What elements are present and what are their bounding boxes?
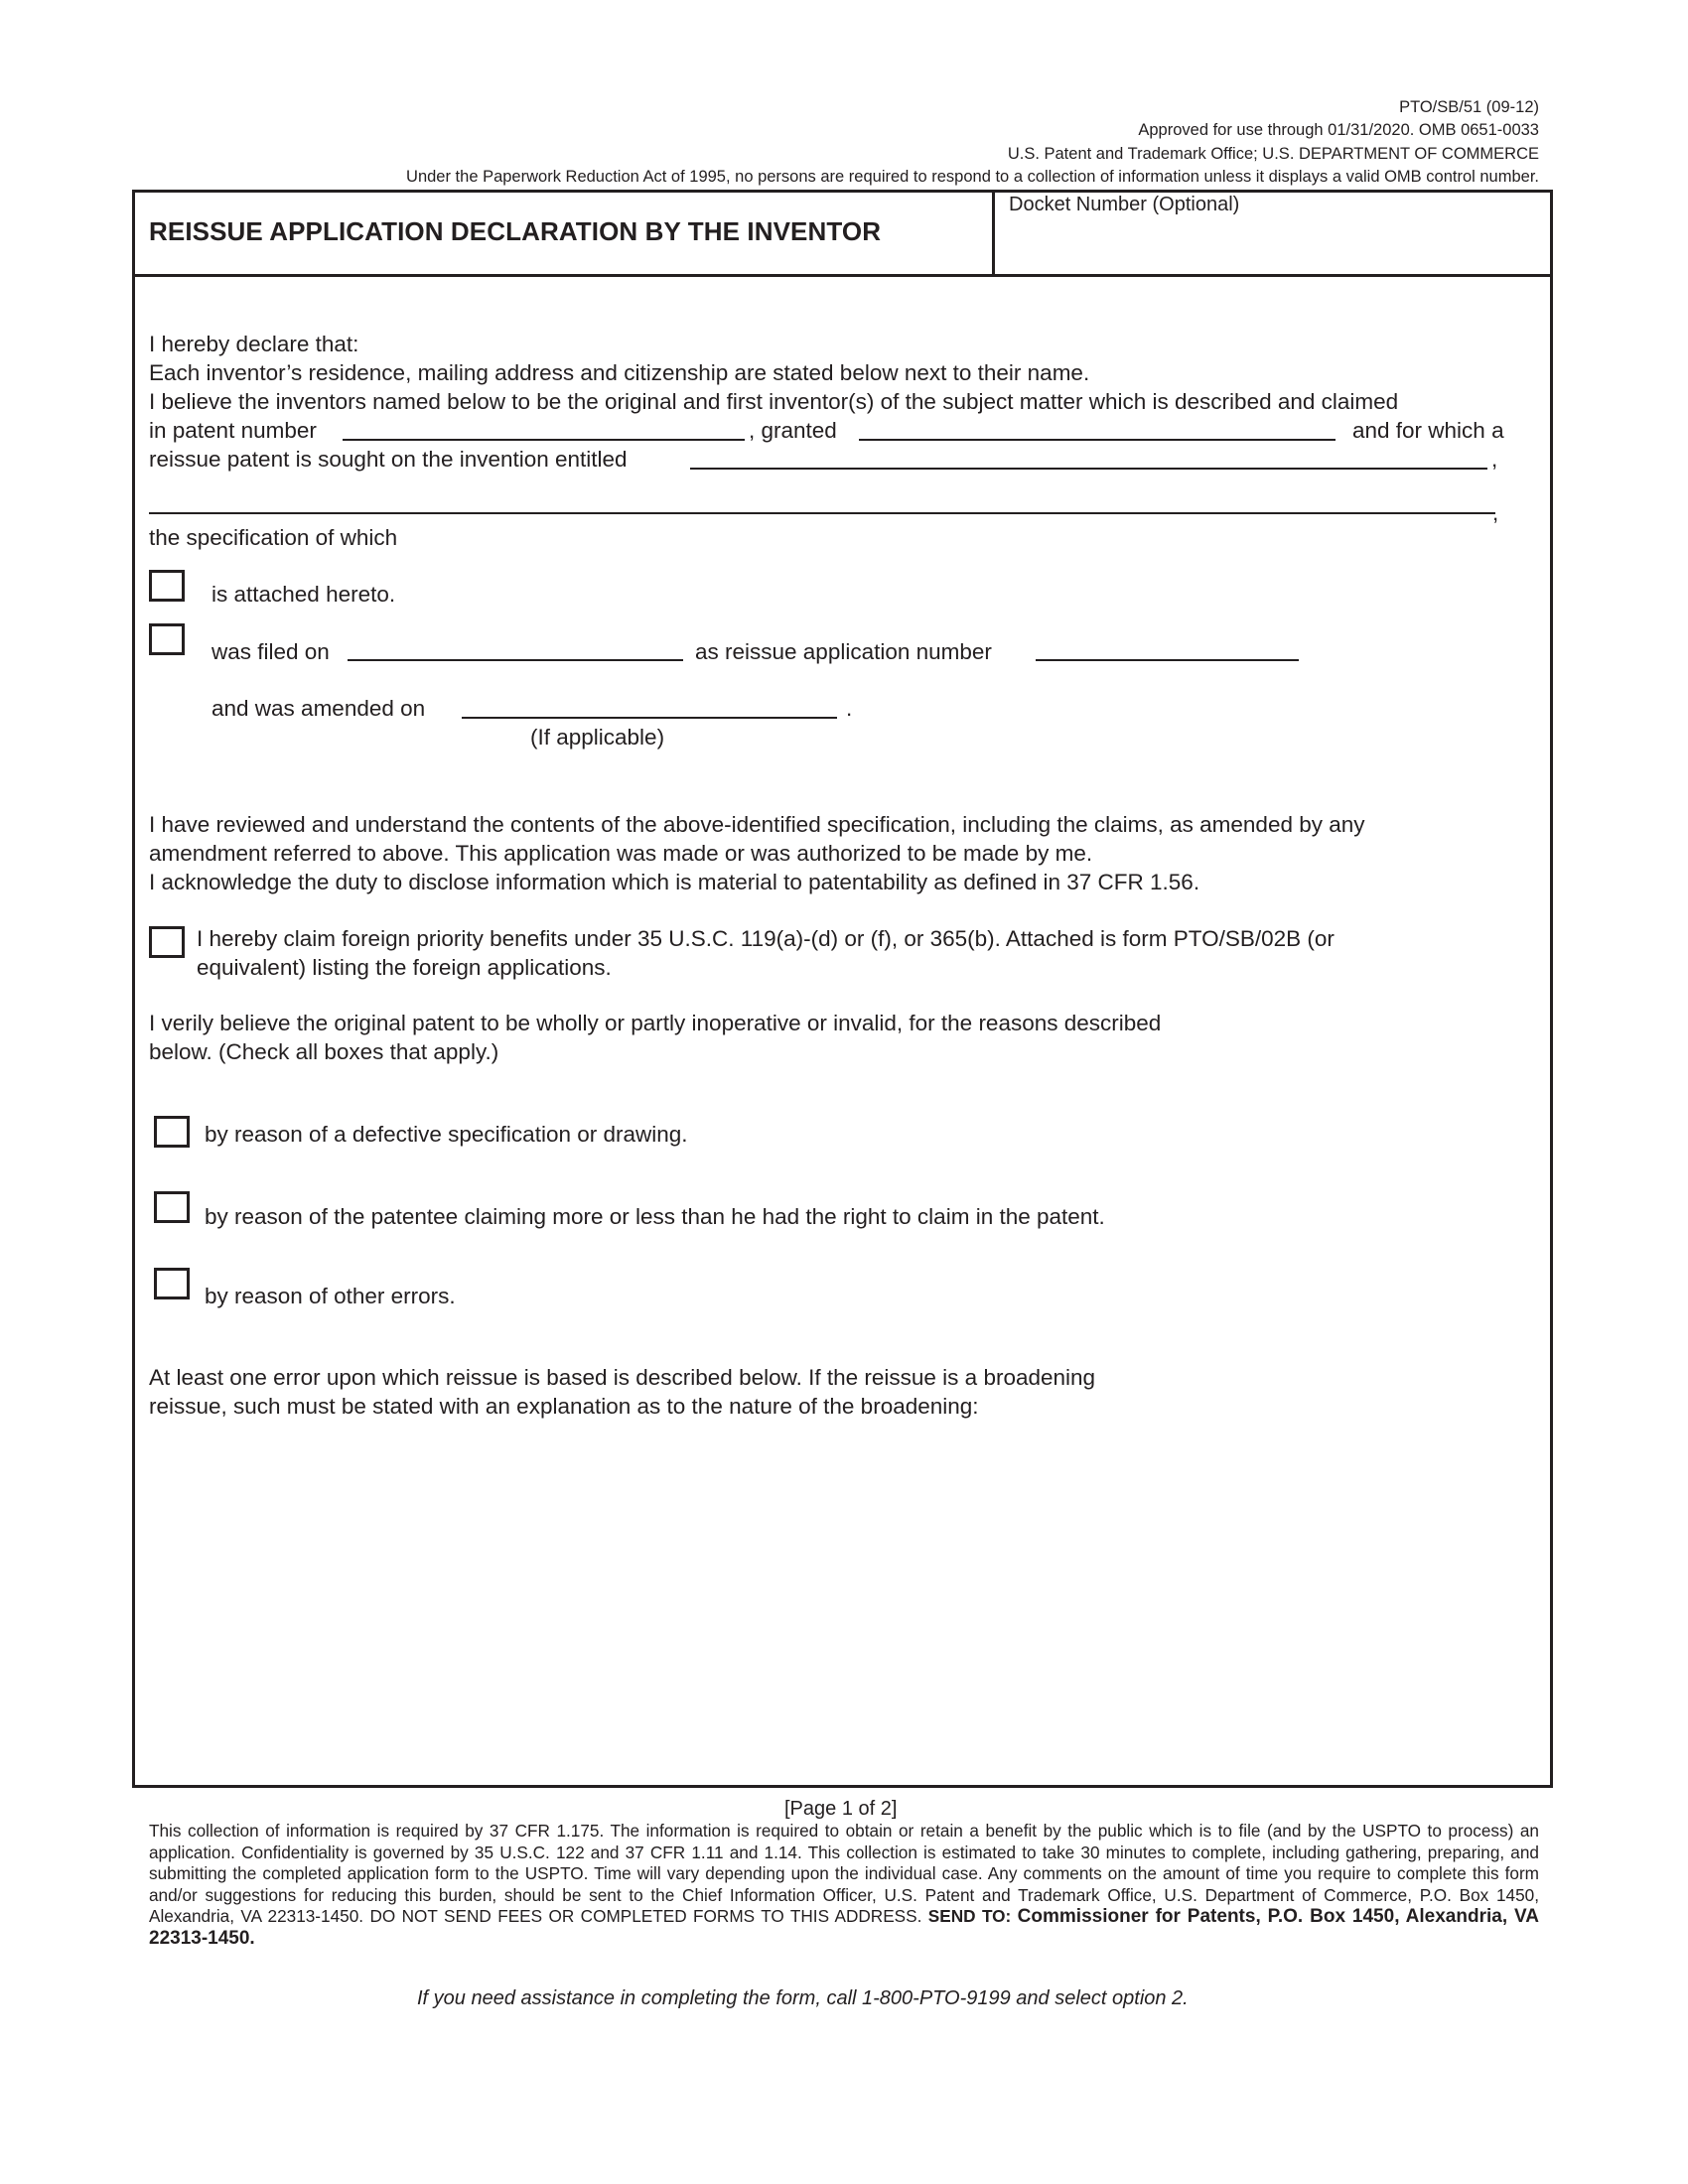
attached-hereto-checkbox[interactable]	[149, 570, 185, 602]
foreign-priority-label-1: I hereby claim foreign priority benefits under 35 U.S.C. 119(a)-(d) or (f), or 365(b). Attached is form PTO/SB/02B (or	[197, 926, 1335, 951]
approval-notice: Approved for use through 01/31/2020. OMB 0651-0033	[1138, 121, 1539, 139]
belief-statement-2: below. (Check all boxes that apply.)	[149, 1039, 499, 1064]
patent-number-label: in patent number	[149, 418, 317, 443]
reissue-number-input[interactable]	[1036, 635, 1299, 659]
docket-number-label: Docket Number (Optional)	[1009, 194, 1240, 215]
reissue-sought-label: reissue patent is sought on the invention entitled	[149, 447, 628, 472]
form-title: REISSUE APPLICATION DECLARATION BY THE INVENTOR	[149, 216, 882, 246]
declaration-belief: I believe the inventors named below to be the original and first inventor(s) of the subject matter which is described and claimed	[149, 389, 1399, 414]
was-filed-checkbox[interactable]	[149, 623, 185, 655]
declaration-intro: I hereby declare that:	[149, 332, 359, 356]
invention-title-input-1[interactable]	[690, 444, 1487, 468]
granted-label: , granted	[749, 418, 837, 443]
review-statement-1: I have reviewed and understand the contents of the above-identified specification, including the claims, as amended by any	[149, 812, 1365, 837]
page-indicator: [Page 1 of 2]	[784, 1798, 898, 1820]
burden-statement	[149, 1821, 1539, 1949]
invention-title-input-2[interactable]	[149, 488, 1495, 512]
amended-date-input[interactable]	[462, 693, 837, 717]
granted-date-input[interactable]	[859, 415, 1336, 439]
specification-label: the specification of which	[149, 525, 398, 550]
invention-title-line-1	[690, 468, 1487, 470]
patent-number-input[interactable]	[343, 415, 745, 439]
declaration-residence: Each inventor’s residence, mailing address and citizenship are stated below next to their name.	[149, 360, 1090, 385]
send-to-label: SEND TO:	[927, 1906, 1012, 1926]
send-to-address: Commissioner for Patents, P.O. Box 1450, Alexandria, VA 22313-1450.	[149, 1906, 1540, 1949]
other-errors-label: by reason of other errors.	[205, 1284, 456, 1308]
paperwork-notice: Under the Paperwork Reduction Act of 1995, no persons are required to respond to a collection of information unless it displays a valid OMB control number.	[406, 168, 1539, 186]
amended-date-line	[462, 717, 837, 719]
claiming-more-less-checkbox[interactable]	[154, 1191, 190, 1223]
title-divider-horizontal	[132, 274, 1553, 277]
granted-line	[859, 439, 1336, 441]
error-statement-2: reissue, such must be stated with an explanation as to the nature of the broadening:	[149, 1394, 979, 1419]
comma-1: ,	[1491, 447, 1498, 472]
invention-title-line-2	[149, 512, 1495, 514]
reissue-number-line	[1036, 659, 1299, 661]
defective-spec-label: by reason of a defective specification or drawing.	[205, 1122, 688, 1147]
amended-on-label: and was amended on	[211, 696, 426, 721]
error-statement-1: At least one error upon which reissue is based is described below. If the reissue is a broadening	[149, 1365, 1096, 1390]
docket-number-input[interactable]	[1003, 230, 1539, 266]
claiming-more-less-label: by reason of the patentee claiming more or less than he had the right to claim in the patent.	[205, 1204, 1105, 1229]
other-errors-checkbox[interactable]	[154, 1268, 190, 1299]
if-applicable-note: (If applicable)	[530, 725, 665, 750]
defective-spec-checkbox[interactable]	[154, 1116, 190, 1148]
address-prefix: ADDRESS.	[834, 1906, 922, 1926]
foreign-priority-checkbox[interactable]	[149, 926, 185, 958]
agency-name: U.S. Patent and Trademark Office; U.S. DEPARTMENT OF COMMERCE	[1007, 145, 1539, 163]
form-id: PTO/SB/51 (09-12)	[1399, 98, 1539, 116]
comma-2: ,	[1492, 500, 1499, 525]
filed-date-input[interactable]	[348, 635, 683, 659]
filed-date-line	[348, 659, 683, 661]
foreign-priority-label-2: equivalent) listing the foreign applications.	[197, 955, 612, 980]
assistance-note: If you need assistance in completing the form, call 1-800-PTO-9199 and select option 2.	[417, 1987, 1189, 2009]
title-divider-vertical	[992, 190, 995, 277]
burden-text: This collection of information is required by 37 CFR 1.175. The information is required to obtain or retain a benefit by the public which is to file (and by the USPTO to process) an application. Confidentiality is governed by 35 U.S.C. 122 and 37 CFR 1.11 and 1.14. This collection is estimated to take 30 minutes to complete, including gathering, preparing, and submitting the completed application form to the USPTO. Time will vary depending upon the individual case. Any comments on the amount of time you require to complete this form and/or suggestions for reducing this burden, should be sent to the Chief Information Officer, U.S. Patent and Trademark Office, U.S. Department of Commerce, P.O. Box 1450, Alexandria, VA 22313-1450. DO NOT SEND FEES OR COMPLETED FORMS TO THIS	[149, 1821, 1539, 1926]
patent-number-line	[343, 439, 745, 441]
error-description-input[interactable]	[149, 1430, 1539, 1772]
belief-statement-1: I verily believe the original patent to be wholly or partly inoperative or invalid, for the reasons described	[149, 1011, 1162, 1035]
duty-to-disclose: I acknowledge the duty to disclose information which is material to patentability as defined in 37 CFR 1.56.	[149, 870, 1200, 894]
review-statement-2: amendment referred to above. This application was made or was authorized to be made by me.	[149, 841, 1093, 866]
amended-period: .	[846, 696, 853, 721]
for-which-label: and for which a	[1352, 418, 1504, 443]
reissue-number-label: as reissue application number	[695, 639, 992, 664]
attached-hereto-label: is attached hereto.	[211, 582, 396, 607]
was-filed-label: was filed on	[211, 639, 330, 664]
